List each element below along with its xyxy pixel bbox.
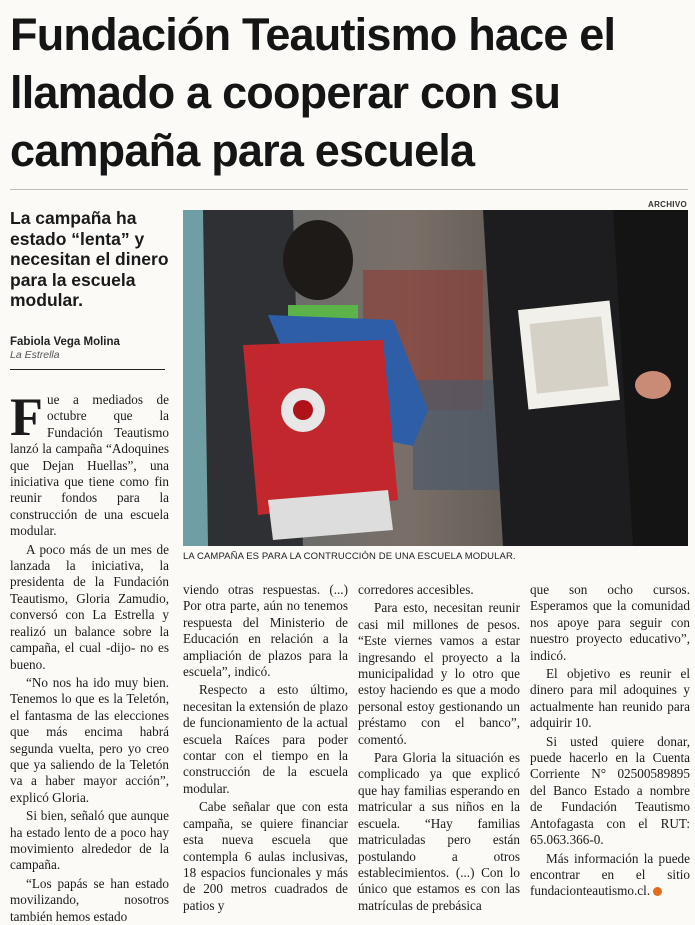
article-column-2 — [183, 582, 348, 914]
headline-divider — [10, 189, 688, 190]
paragraph: que son ocho cursos. Esperamos que la comunidad nos apoye para seguir con nuestro proyecto educativo”, indicó. — [530, 582, 690, 663]
paragraph: “No nos ha ido muy bien. Tenemos lo que es la Teletón, el fantasma de las elecciones que más encima habrá segunda vuelta, pero yo creo que ya saliendo de la Teletón va a haber mayor acción”, explicó Gloria. — [10, 674, 169, 805]
article-column-1 — [10, 387, 169, 925]
paragraph: Respecto a esto último, necesitan la extensión de plazo de funcionamiento de la actual escuela Raíces para poder contar con el tiempo en la construcción de la escuela modular. — [183, 682, 348, 796]
paragraph: Para Gloria la situación es complicado ya que explicó que hay familias esperando en matricular a sus niños en la escuela. “Hay familias matriculadas pero están postulando a otros establecimientos. (...) Con lo único que estamos es con las matrículas de prebásica — [358, 750, 520, 913]
paragraph: Fue a mediados de octubre que la Fundación Teautismo lanzó la campaña “Adoquines que Dejan Huellas”, una iniciativa que tiene como fin reunir fondos para la construcción de una escuela modular. — [10, 387, 169, 539]
paragraph: Más información la puede encontrar en el sitio fundacionteautismo.cl. — [530, 850, 690, 899]
paragraph: Si usted quiere donar, puede hacerlo en la Cuenta Corriente N° 02500589895 del Banco Estado a nombre de Fundación Teautismo Antofagasta con el RUT: 65.063.366-0. — [530, 733, 690, 848]
paragraph: Cabe señalar que con esta campaña, se quiere financiar esta nueva escuela que contempla 6 aulas inclusivas, 18 espacios funcionales y más de 200 metros cuadrados de patios y — [183, 799, 348, 913]
byline-author: Fabiola Vega Molina — [10, 336, 120, 348]
photo-credit: ARCHIVO — [648, 200, 687, 209]
byline — [10, 336, 178, 361]
byline-divider — [10, 369, 165, 370]
paragraph: A poco más de un mes de lanzada la iniciativa, la presidenta de la Fundación Teautismo, Gloria Zamudio, conversó con La Estrella y realizó un balance sobre la campaña, el cual -dijo- no es bueno. — [10, 541, 169, 672]
lede: La campaña ha estado “lenta” y necesitan el dinero para la escuela modular. — [10, 208, 169, 310]
byline-outlet: La Estrella — [10, 349, 60, 361]
paragraph: “Los papás se han estado movilizando, nosotros también hemos estado — [10, 875, 169, 924]
article-photo — [183, 210, 688, 546]
paragraph: Si bien, señaló que aunque ha estado lento de a poco hay movimiento alrededor de la campaña. — [10, 808, 169, 873]
headline: Fundación Teautismo hace el llamado a cooperar con su campaña para escuela — [10, 9, 616, 176]
article-column-4 — [530, 582, 690, 900]
photo-caption: LA CAMPAÑA ES PARA LA CONTRUCCIÓN DE UNA ESCUELA MODULAR. — [183, 551, 516, 562]
dropcap: F — [10, 387, 43, 447]
paragraph: viendo otras respuestas. (...) Por otra parte, aún no tenemos respuesta del Ministerio de Educación en relación a la ampliación de plazos para la escuela”, indicó. — [183, 582, 348, 680]
orange-bullet-icon — [653, 887, 662, 896]
paragraph: El objetivo es reunir el dinero para mil adoquines y actualmente han reunido para adquirir 10. — [530, 666, 690, 731]
article-column-3 — [358, 582, 520, 914]
paragraph: corredores accesibles. — [358, 582, 474, 597]
paragraph: Para esto, necesitan reunir casi mil millones de pesos. “Este viernes vamos a estar ingresando el proyecto a la municipalidad y lo otro que estoy haciendo es que a modo personal estoy gestionando un préstamo con el banco”, comentó. — [358, 600, 520, 747]
